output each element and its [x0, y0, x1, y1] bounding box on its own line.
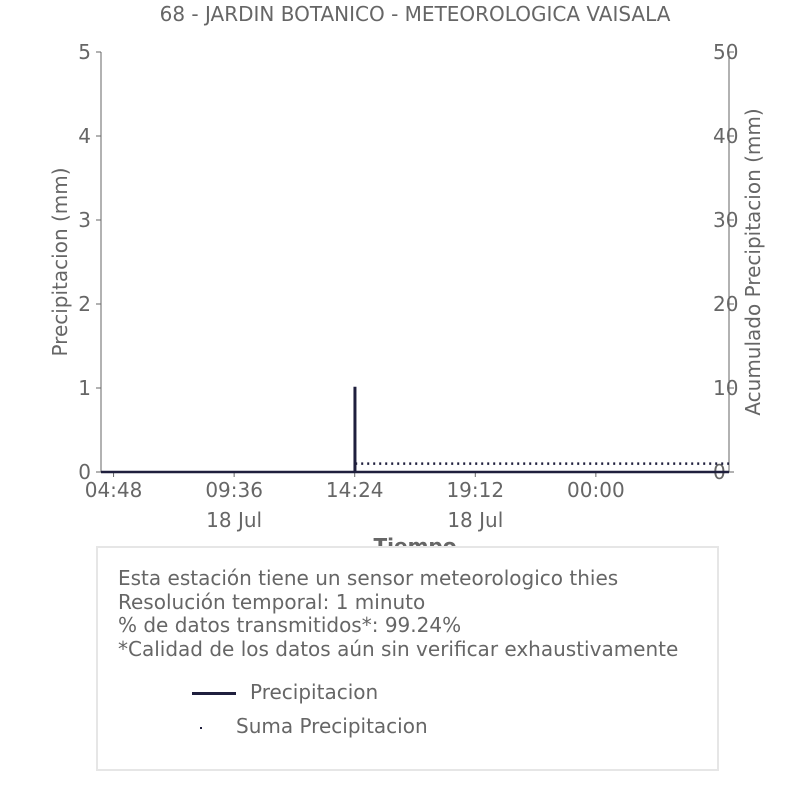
- legend-dot-swatch: [200, 727, 202, 729]
- x-tick-label: 00:00: [567, 478, 625, 502]
- left-y-tick-label: 1: [78, 376, 91, 400]
- x-tick-label: 04:48: [84, 478, 143, 502]
- left-y-tick-label: 4: [78, 124, 91, 148]
- info-line-resolution: Resolución temporal: 1 minuto: [118, 589, 426, 614]
- info-line-sensor: Esta estación tiene un sensor meteorologico thies: [118, 566, 619, 590]
- left-y-tick-label: 3: [78, 208, 91, 232]
- series-precipitacion: [101, 388, 729, 472]
- right-y-tick-label: 20: [713, 292, 739, 316]
- left-y-ticks: [78, 40, 101, 484]
- right-y-tick-label: 10: [713, 376, 739, 400]
- x-tick-label: 09:36: [205, 478, 263, 502]
- axes: [101, 52, 729, 472]
- series-layer: [101, 388, 729, 472]
- right-y-tick-label: 40: [713, 124, 739, 148]
- right-y-axis-label: Acumulado Precipitacion (mm): [741, 108, 765, 416]
- right-y-tick-label: 50: [713, 40, 739, 64]
- x-ticks: [85, 472, 625, 532]
- right-y-tick-label: 0: [713, 460, 726, 484]
- info-line-transmitted: % de datos transmitidos*: 99.24%: [118, 613, 462, 637]
- info-text: [118, 567, 678, 661]
- legend-label: Suma Precipitacion: [236, 714, 428, 738]
- x-tick-sublabel: 18 Jul: [447, 508, 504, 532]
- left-y-tick-label: 5: [78, 40, 91, 64]
- legend-line-swatch: [192, 692, 236, 695]
- left-y-tick-label: 2: [78, 292, 91, 316]
- right-y-ticks: [713, 40, 738, 484]
- info-box: [96, 546, 719, 771]
- x-tick-label: 19:12: [446, 478, 505, 502]
- legend-label: Precipitacion: [250, 680, 379, 704]
- info-line-quality: *Calidad de los datos aún sin verificar exhaustivamente: [118, 636, 679, 661]
- chart-title: 68 - JARDIN BOTANICO - METEOROLOGICA VAISALA: [159, 2, 671, 26]
- x-tick-label: 14:24: [325, 478, 384, 502]
- x-tick-sublabel: 18 Jul: [206, 508, 263, 532]
- left-y-axis-label: Precipitacion (mm): [48, 167, 72, 357]
- left-y-tick-label: 0: [78, 460, 91, 484]
- right-y-tick-label: 30: [713, 208, 739, 232]
